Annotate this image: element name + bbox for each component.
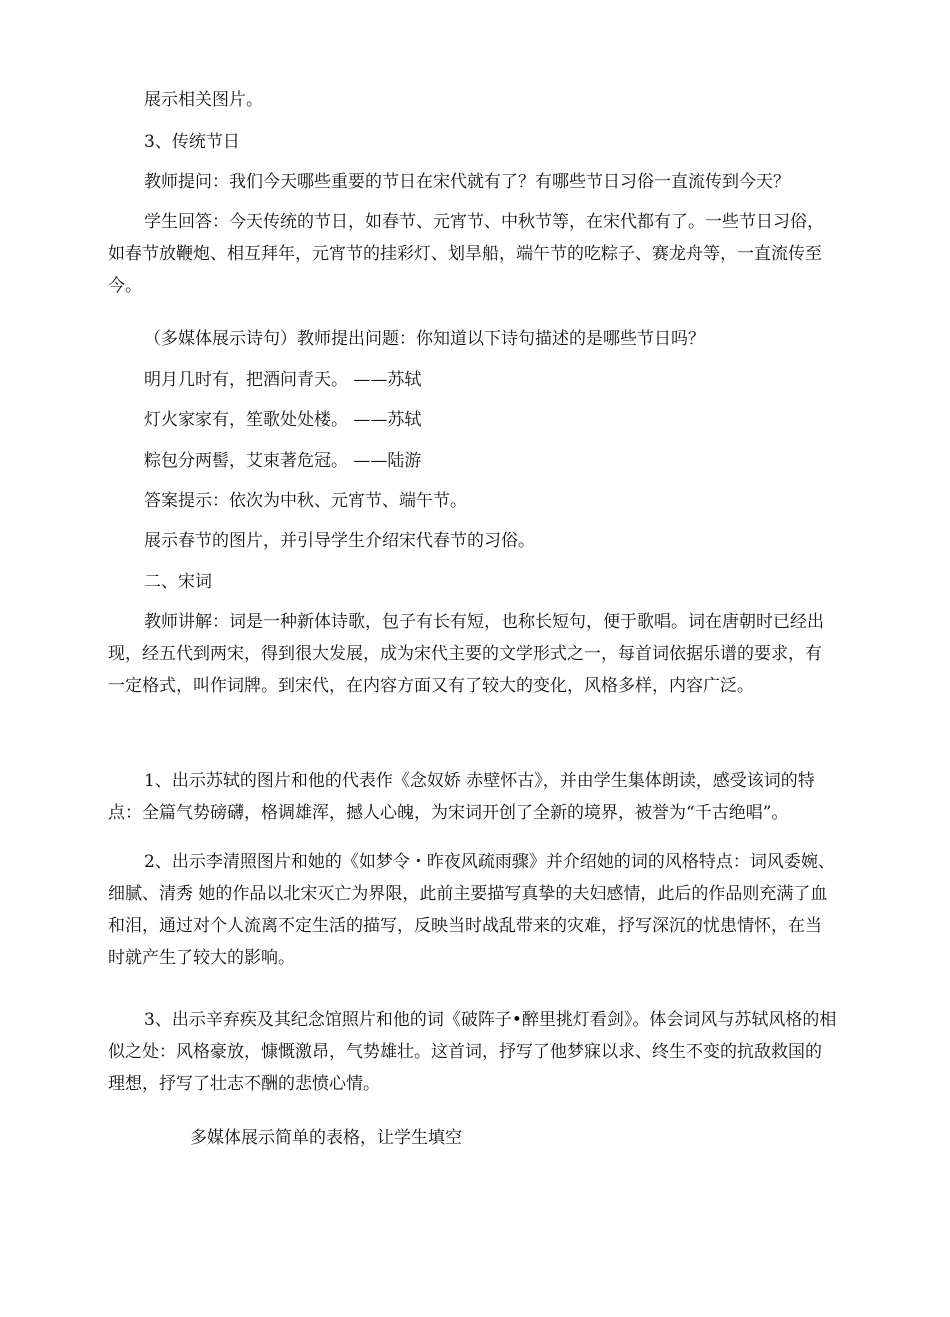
paragraph-teacher-question: 教师提问：我们今天哪些重要的节日在宋代就有了？有哪些节日习俗一直流传到今天？ bbox=[144, 172, 790, 192]
paragraph-student-answer: 学生回答：今天传统的节日，如春节、元宵节、中秋节等，在宋代都有了。一些节日习俗，如春节放鞭炮、相互拜年，元宵节的挂彩灯、划旱船，端午节的吃粽子、赛龙舟等，一直流传至今。 bbox=[108, 212, 824, 296]
paragraph-spring-festival: 展示春节的图片，并引导学生介绍宋代春节的习俗。 bbox=[144, 531, 535, 551]
paragraph-li-qingzhao: 2、出示李清照图片和她的《如梦令・昨夜风疏雨骤》并介绍她的词的风格特点：词风委婉、细腻、清秀 她的作品以北宋灭亡为界限，此前主要描写真挚的夫妇感情，此后的作品则充满了血和泪，通过对个人流离不定生活的描写，反映当时战乱带来的灾难，抒写深沉的忧患情怀，在当时就产生了较大的影响。 bbox=[108, 852, 835, 968]
paragraph-xin-qiji: 3、出示辛弃疾及其纪念馆照片和他的词《破阵子•醉里挑灯看剑》。体会词风与苏轼风格的相似之处：风格豪放，慷慨激昂，气势雄壮。这首词，抒写了他梦寐以求、终生不变的抗敌救国的理想，抒写了壮志不酬的悲愤心情。 bbox=[108, 1010, 837, 1094]
poem-line-2: 灯火家家有，笙歌处处楼。 ——苏轼 bbox=[144, 410, 422, 430]
heading-song-ci: 二、宋词 bbox=[144, 572, 212, 592]
poem-line-1: 明月几时有，把酒问青天。 ——苏轼 bbox=[144, 370, 422, 390]
paragraph-table-fill: 多媒体展示简单的表格，让学生填空 bbox=[190, 1128, 462, 1148]
heading-traditional-festivals: 3、传统节日 bbox=[144, 132, 240, 152]
paragraph-show-pictures: 展示相关图片。 bbox=[144, 90, 263, 110]
paragraph-answer-hint: 答案提示：依次为中秋、元宵节、端午节。 bbox=[144, 491, 467, 511]
paragraph-su-shi: 1、出示苏轼的图片和他的代表作《念奴娇 赤壁怀古》，并由学生集体朗读，感受该词的特点：全篇气势磅礴，格调雄浑，撼人心魄，为宋词开创了全新的境界，被誉为“千古绝唱”。 bbox=[108, 771, 815, 823]
poem-line-3: 粽包分两髻，艾束著危冠。 ——陆游 bbox=[144, 451, 422, 471]
paragraph-poem-question: （多媒体展示诗句）教师提出问题：你知道以下诗句描述的是哪些节日吗？ bbox=[144, 329, 705, 349]
paragraph-teacher-lecture: 教师讲解：词是一种新体诗歌，包子有长有短，也称长短句，便于歌唱。词在唐朝时已经出现，经五代到两宋，得到很大发展，成为宋代主要的文学形式之一，每首词依据乐谱的要求，有一定格式，叫作词牌。到宋代，在内容方面又有了较大的变化，风格多样，内容广泛。 bbox=[108, 612, 824, 696]
